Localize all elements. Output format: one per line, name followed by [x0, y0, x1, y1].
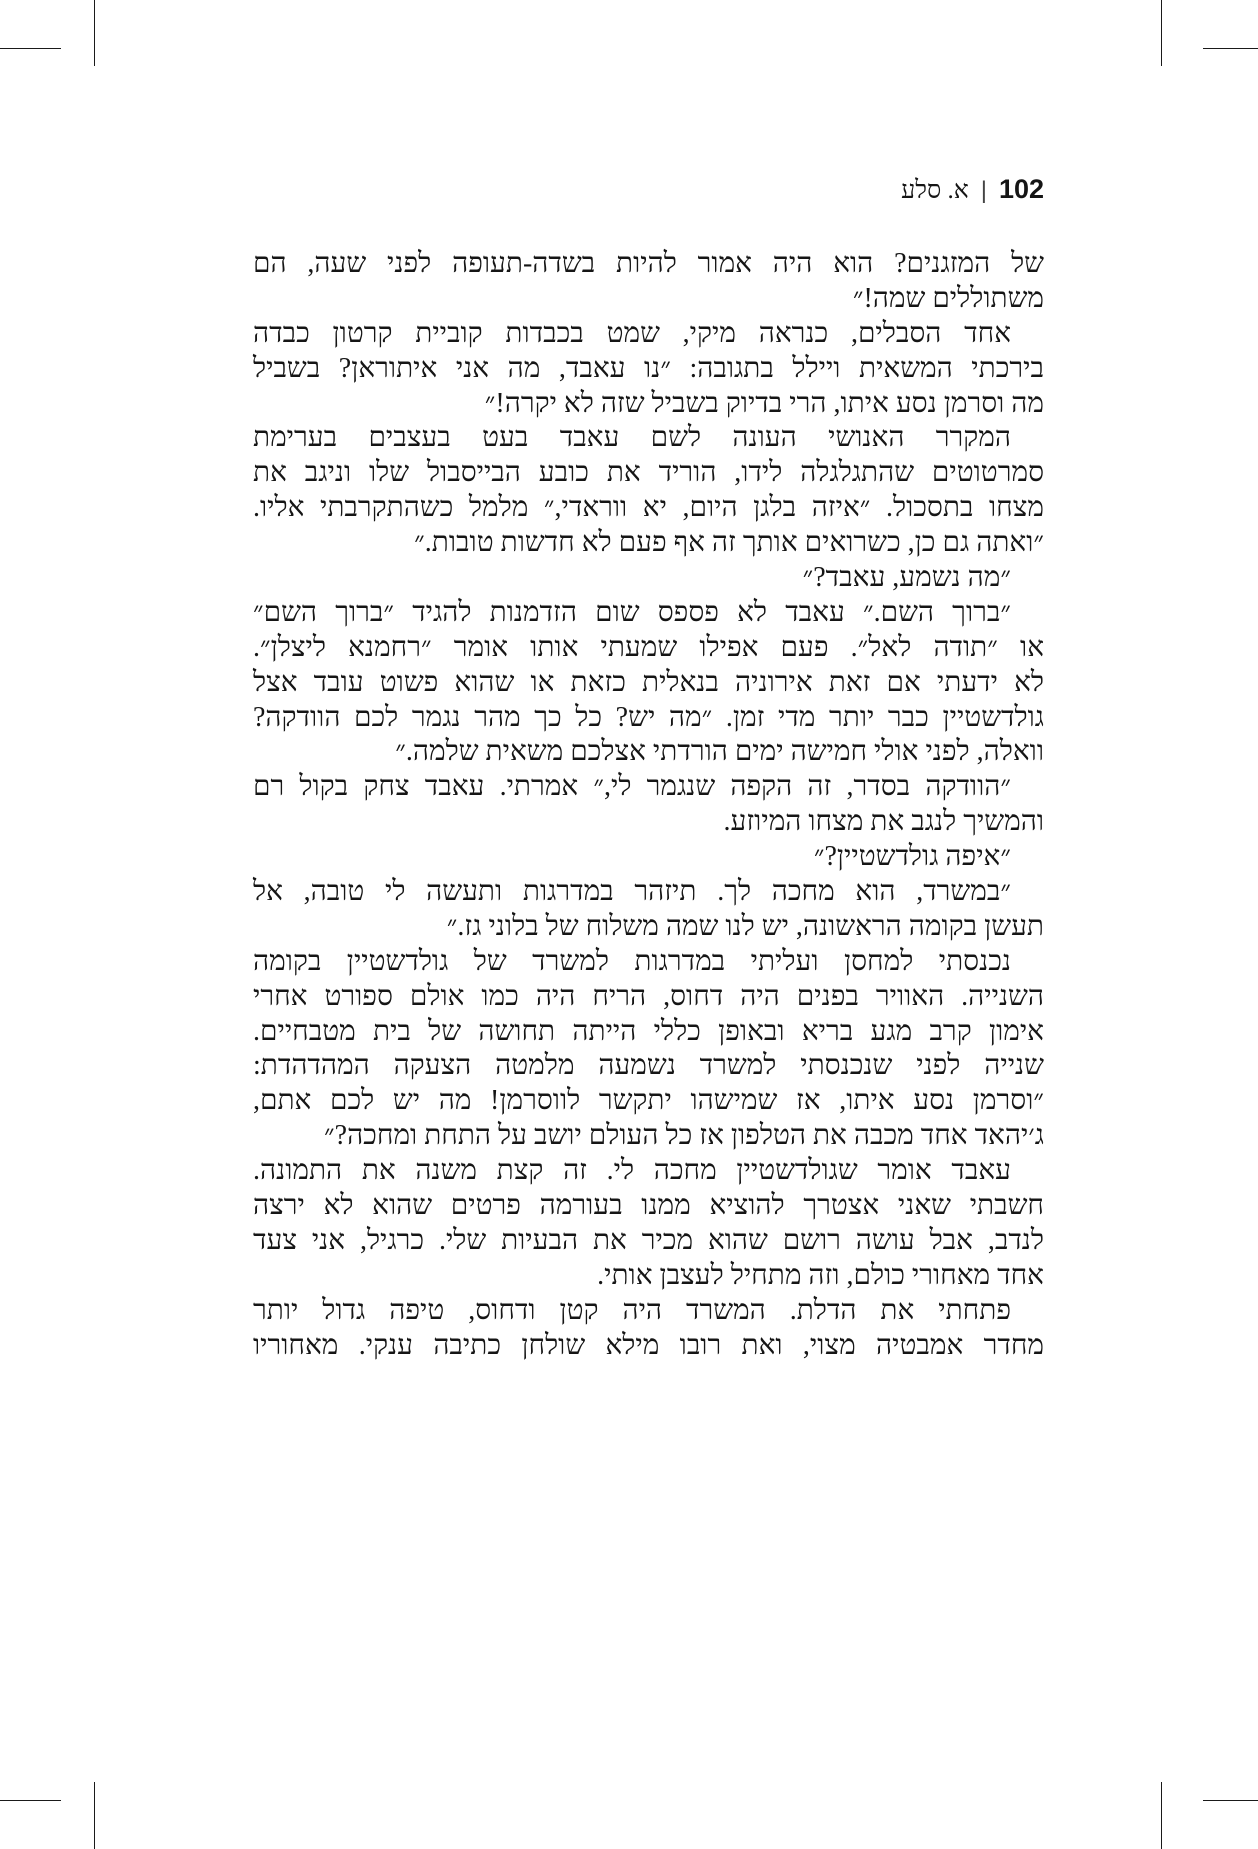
text-line: אחד הסבלים, כנראה מיקי, שמט בכבדות קוביית קרטון כבדה — [253, 317, 1011, 349]
body-text — [253, 247, 1044, 1364]
text-line: השנייה. האוויר בפנים היה דחוס, הריח היה כמו אולם ספורט אחרי — [253, 980, 1044, 1012]
text-line: גולדשטיין כבר יותר מדי זמן. ״מה יש? כל כך מהר נגמר לכם הוודקה? — [253, 701, 1044, 733]
text-line: משתוללים שמה!״ — [852, 282, 1044, 314]
running-head-author: א. סלע — [901, 177, 969, 204]
paragraph — [253, 875, 1044, 945]
paragraph — [253, 561, 1044, 596]
paragraph — [253, 1154, 1044, 1294]
text-line: ״ברוך השם.״ עאבד לא פספס שום הזדמנות להגיד ״ברוך השם״ — [253, 596, 1011, 628]
text-line: ״הוודקה בסדר, זה הקפה שנגמר לי,״ אמרתי. עאבד צחק בקול רם — [253, 771, 1011, 803]
page-number: 102 — [998, 174, 1044, 204]
text-line: מחדר אמבטיה מצוי, ואת רובו מילא שולחן כתיבה ענקי. מאחוריו — [253, 1329, 1044, 1361]
text-line: ״ואתה גם כן, כשרואים אותך זה אף פעם לא חדשות טובות.״ — [414, 527, 1044, 559]
paragraph — [253, 770, 1044, 840]
running-header — [901, 172, 1044, 208]
text-line: אימון קרב מגע בריא ובאופן כללי הייתה תחושה של בית מטבחיים. — [253, 1015, 1044, 1047]
crop-mark — [0, 48, 61, 49]
crop-mark — [0, 1800, 61, 1801]
paragraph — [253, 317, 1044, 422]
paragraph — [253, 596, 1044, 770]
text-line: ״איפה גולדשטיין?״ — [813, 841, 1011, 873]
crop-mark — [1161, 0, 1162, 66]
text-line: סמרטוטים שהתגלגלה לידו, הוריד את כובע הבייסבול שלו וניגב את — [253, 457, 1044, 489]
paragraph — [253, 247, 1044, 317]
text-line: מה וסרמן נסע איתו, הרי בדיוק בשביל שזה לא יקרה!״ — [484, 387, 1044, 419]
text-line: או ״תודה לאל״. פעם אפילו שמעתי אותו אומר ״רחמנא ליצלן״. — [253, 631, 1044, 663]
paragraph — [253, 945, 1044, 1154]
text-line: אחד מאחורי כולם, וזה מתחיל לעצבן אותי. — [597, 1259, 1044, 1291]
paragraph — [253, 840, 1044, 875]
text-line: המקרר האנושי העונה לשם עאבד בעט בעצבים בערימת — [253, 422, 1011, 454]
text-line: חשבתי שאני אצטרך להוציא ממנו בעורמה פרטים שהוא לא ירצה — [253, 1190, 1044, 1222]
text-line: מצחו בתסכול. ״איזה בלגן היום, יא ווראדי,״ מלמל כשהתקרבתי אליו. — [253, 492, 1044, 524]
header-separator: | — [980, 177, 987, 204]
crop-mark — [1161, 1782, 1162, 1849]
crop-mark — [1203, 1800, 1258, 1801]
text-line: לא ידעתי אם זאת אירוניה בנאלית כזאת או שהוא פשוט עובד אצל — [253, 666, 1044, 698]
text-line: ״וסרמן נסע איתו, אז שמישהו יתקשר לווסרמן! מה יש לכם אתם, — [253, 1085, 1044, 1117]
text-line: ״מה נשמע, עאבד?״ — [802, 562, 1011, 594]
crop-mark — [1203, 48, 1258, 49]
paragraph — [253, 1294, 1044, 1364]
text-line: שנייה לפני שנכנסתי למשרד נשמעה מלמטה הצעקה המהדהדת: — [253, 1050, 1044, 1082]
crop-mark — [94, 0, 95, 66]
text-line: ״במשרד, הוא מחכה לך. תיזהר במדרגות ותעשה לי טובה, אל — [253, 876, 1011, 908]
text-line: ג׳יהאד אחד מכבה את הטלפון אז כל העולם יושב על התחת ומחכה?״ — [324, 1120, 1044, 1152]
text-line: בירכתי המשאית ויילל בתגובה: ״נו עאבד, מה אני איתוראן? בשביל — [253, 352, 1044, 384]
text-line: והמשיך לנגב את מצחו המיוזע. — [723, 806, 1044, 838]
text-line: לנדב, אבל עושה רושם שהוא מכיר את הבעיות שלי. כרגיל, אני צעד — [253, 1224, 1044, 1256]
text-line: עאבד אומר שגולדשטיין מחכה לי. זה קצת משנה את התמונה. — [253, 1155, 1011, 1187]
text-line: נכנסתי למחסן ועליתי במדרגות למשרד של גולדשטיין בקומה — [253, 945, 1011, 977]
paragraph — [253, 421, 1044, 561]
text-line: פתחתי את הדלת. המשרד היה קטן ודחוס, טיפה גדול יותר — [253, 1294, 1011, 1326]
text-line: וואלה, לפני אולי חמישה ימים הורדתי אצלכם משאית שלמה.״ — [395, 736, 1044, 768]
crop-mark — [94, 1782, 95, 1849]
text-line: תעשן בקומה הראשונה, יש לנו שמה משלוח של בלוני גז.״ — [446, 910, 1044, 942]
text-line: של המזגנים? הוא היה אמור להיות בשדה-תעופה לפני שעה, הם — [253, 248, 1044, 279]
